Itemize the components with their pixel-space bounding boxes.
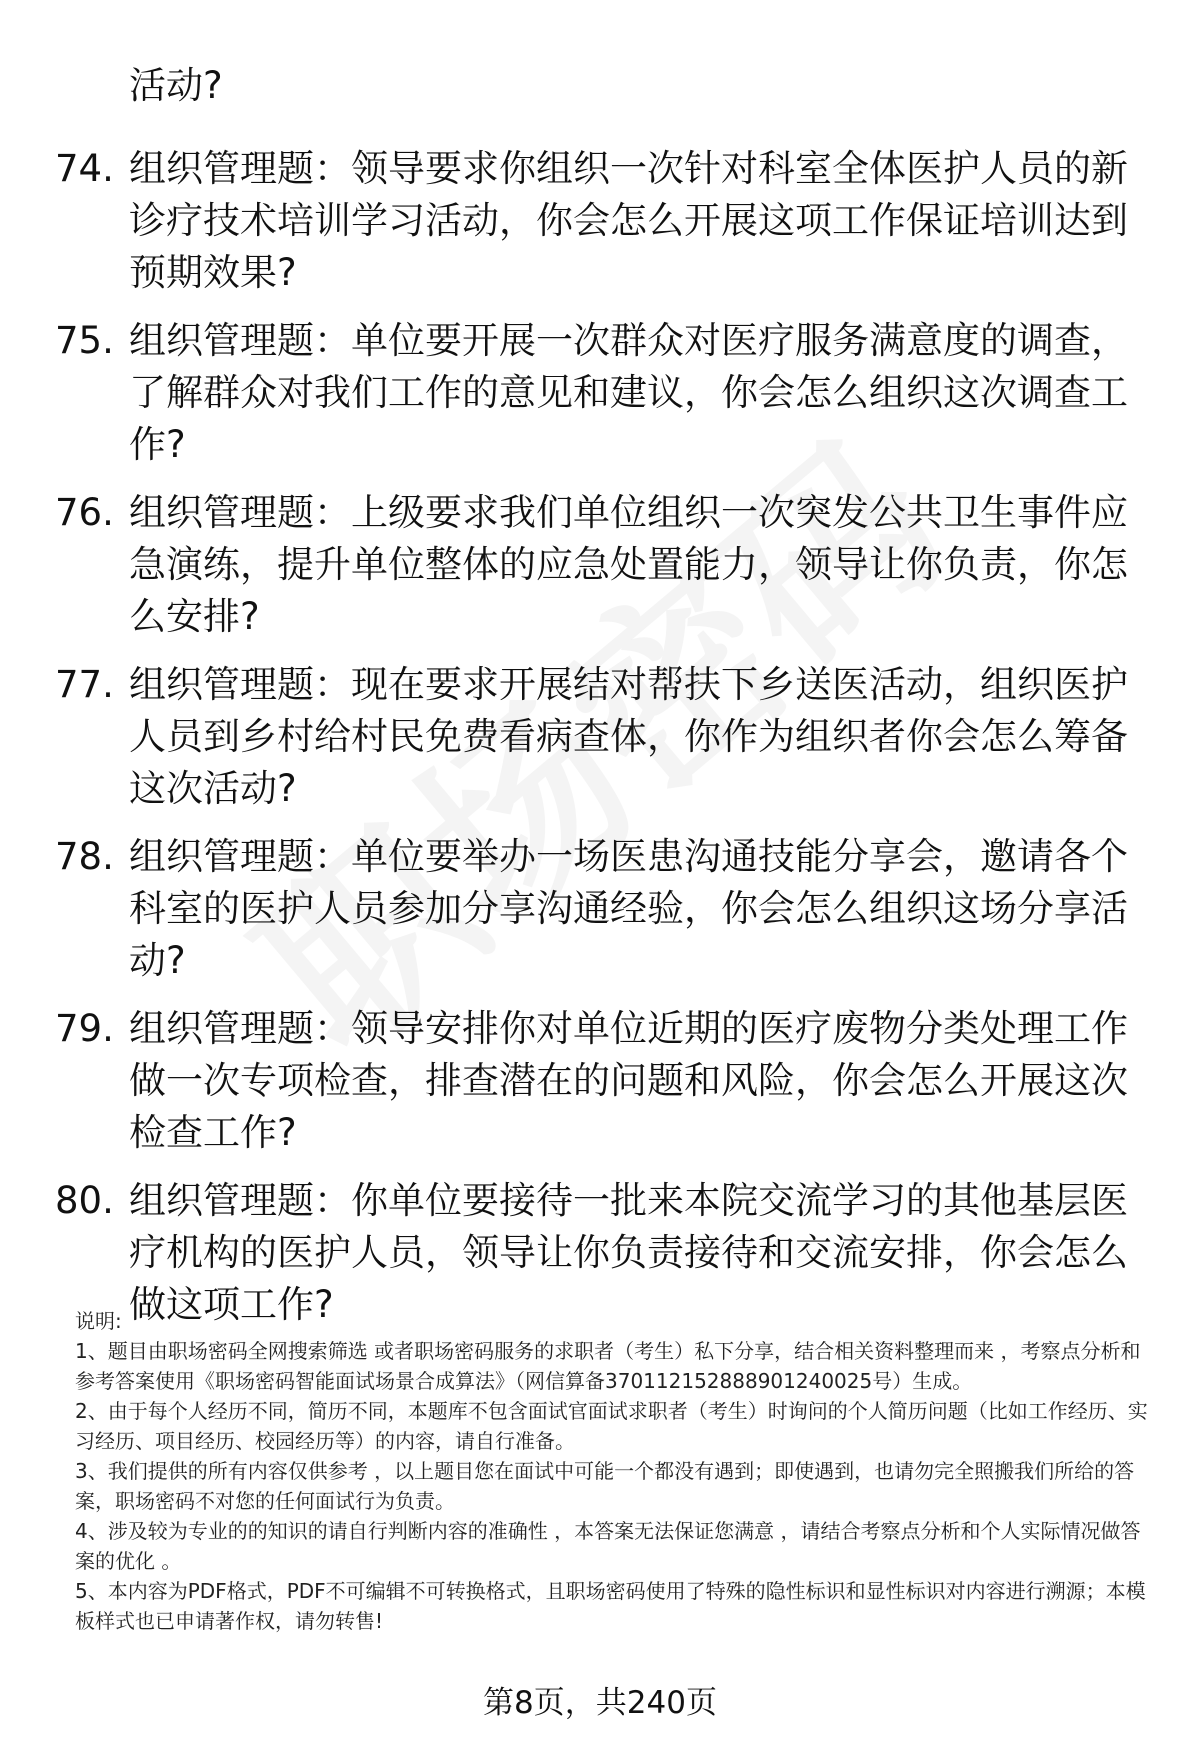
- question-text: 组织管理题：单位要开展一次群众对医疗服务满意度的调查，了解群众对我们工作的意见和建议，你会怎么组织这次调查工作?: [129, 319, 1128, 466]
- question-item: [0, 143, 1200, 299]
- page-footer: 第8页，共240页: [483, 1685, 717, 1721]
- question-number: 77.: [55, 663, 114, 706]
- question-text: 组织管理题：上级要求我们单位组织一次突发公共卫生事件应急演练，提升单位整体的应急处置能力，领导让你负责，你怎么安排?: [129, 491, 1128, 638]
- continuation-text: 活动?: [129, 64, 223, 107]
- question-list: [0, 143, 1200, 1347]
- notes-section: [75, 1306, 1160, 1636]
- question-text: 组织管理题：你单位要接待一批来本院交流学习的其他基层医疗机构的医护人员，领导让你负责接待和交流安排，你会怎么做这项工作?: [129, 1179, 1128, 1326]
- question-number: 74.: [55, 147, 114, 190]
- question-number: 79.: [55, 1007, 114, 1050]
- question-number: 80.: [55, 1179, 114, 1222]
- question-item: [0, 1003, 1200, 1159]
- note-item: 3、我们提供的所有内容仅供参考 ，以上题目您在面试中可能一个都没有遇到；即使遇到，也请勿完全照搬我们所给的答案，职场密码不对您的任何面试行为负责。: [75, 1459, 1135, 1513]
- question-item: [0, 659, 1200, 815]
- question-number: 76.: [55, 491, 114, 534]
- question-text: 组织管理题：单位要举办一场医患沟通技能分享会，邀请各个科室的医护人员参加分享沟通经验，你会怎么组织这场分享活动?: [129, 835, 1128, 982]
- question-text: 组织管理题：领导要求你组织一次针对科室全体医护人员的新诊疗技术培训学习活动，你会怎么开展这项工作保证培训达到预期效果?: [129, 147, 1128, 294]
- question-text: 组织管理题：领导安排你对单位近期的医疗废物分类处理工作做一次专项检查，排查潜在的问题和风险，你会怎么开展这次检查工作?: [129, 1007, 1128, 1154]
- question-item: [0, 315, 1200, 471]
- question-item: [0, 487, 1200, 643]
- notes-title: 说明:: [75, 1309, 122, 1333]
- note-item: 4、涉及较为专业的的知识的请自行判断内容的准确性 ，本答案无法保证您满意 ，请结合考察点分析和个人实际情况做答案的优化 。: [75, 1519, 1141, 1573]
- question-text: 组织管理题：现在要求开展结对帮扶下乡送医活动，组织医护人员到乡村给村民免费看病查体，你作为组织者你会怎么筹备这次活动?: [129, 663, 1128, 810]
- question-number: 78.: [55, 835, 114, 878]
- note-item: 1、题目由职场密码全网搜索筛选 或者职场密码服务的求职者（考生）私下分享，结合相关资料整理而来 ，考察点分析和参考答案使用《职场密码智能面试场景合成算法》（网信算备370112152888901240025号）生成。: [75, 1339, 1141, 1393]
- question-item: [0, 831, 1200, 987]
- question-number: 75.: [55, 319, 114, 362]
- note-item: 5、本内容为PDF格式，PDF不可编辑不可转换格式，且职场密码使用了特殊的隐性标识和显性标识对内容进行溯源；本模板样式也已申请著作权，请勿转售!: [75, 1579, 1146, 1633]
- note-item: 2、由于每个人经历不同，简历不同，本题库不包含面试官面试求职者（考生）时询问的个人简历问题（比如工作经历、实习经历、项目经历、校园经历等）的内容，请自行准备。: [75, 1399, 1148, 1453]
